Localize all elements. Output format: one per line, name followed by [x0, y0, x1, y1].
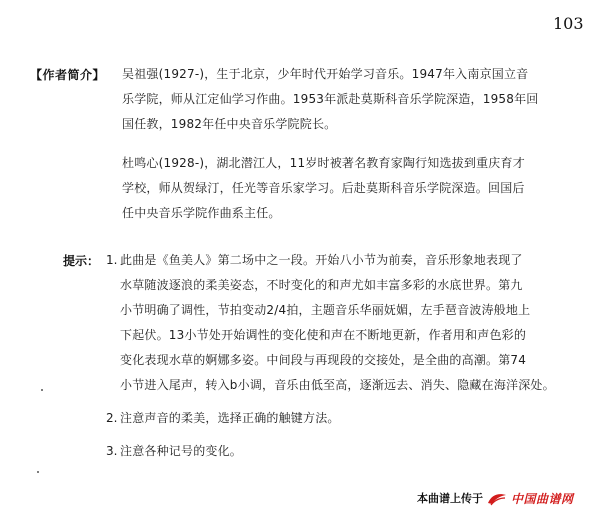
- tip-line: 小节进入尾声，转入b小调，音乐由低至高，逐渐远去、消失、隐藏在海洋深处。: [120, 378, 555, 392]
- tip-line: 水草随波逐浪的柔美姿态，不时变化的和声尤如丰富多彩的水底世界。第九: [120, 278, 523, 292]
- site-logo-text[interactable]: 中国曲谱网: [511, 491, 574, 506]
- page-number: 103: [553, 14, 584, 33]
- tip-line: 注意声音的柔美，选择正确的触键方法。: [120, 411, 340, 425]
- tip-line: 小节明确了调性，节拍变动2/4拍，主题音乐华丽妩媚，左手琶音波涛般地上: [120, 303, 531, 317]
- scan-speck: [41, 389, 43, 391]
- bio-line: 学校，师从贺绿汀，任光等音乐家学习。后赴莫斯科音乐学院深造。回国后: [122, 181, 525, 195]
- tip-line: 变化表现水草的婀娜多姿。中间段与再现段的交接处，是全曲的高潮。第74: [120, 353, 527, 367]
- bio-line: 任中央音乐学院作曲系主任。: [122, 206, 281, 220]
- tip-item-number: 3.: [106, 444, 118, 458]
- tip-line: 注意各种记号的变化。: [120, 444, 243, 458]
- tip-item-number: 2.: [106, 411, 118, 425]
- upload-watermark: [417, 488, 574, 508]
- red-swoosh-logo-icon: [487, 491, 507, 505]
- tip-item-number: 1.: [106, 253, 118, 267]
- scan-speck: [37, 471, 39, 473]
- bio-line: 吴祖强(1927-)，生于北京，少年时代开始学习音乐。1947年入南京国立音: [122, 67, 529, 81]
- bio-heading: 【作者简介】: [30, 68, 106, 82]
- bio-line: 国任教，1982年任中央音乐学院院长。: [122, 117, 337, 131]
- tip-line: 此曲是《鱼美人》第二场中之一段。开始八小节为前奏，音乐形象地表现了: [120, 253, 523, 267]
- bio-line: 乐学院，师从江定仙学习作曲。1953年派赴莫斯科音乐学院深造，1958年回: [122, 92, 539, 106]
- tip-line: 下起伏。13小节处开始调性的变化使和声在不断地更新，作者用和声色彩的: [120, 328, 527, 342]
- bio-line: 杜鸣心(1928-)，湖北潜江人，11岁时被著名教育家陶行知选拔到重庆育才: [122, 156, 525, 170]
- watermark-caption: 本曲谱上传于: [417, 492, 483, 505]
- tips-heading: 提示：: [63, 254, 100, 268]
